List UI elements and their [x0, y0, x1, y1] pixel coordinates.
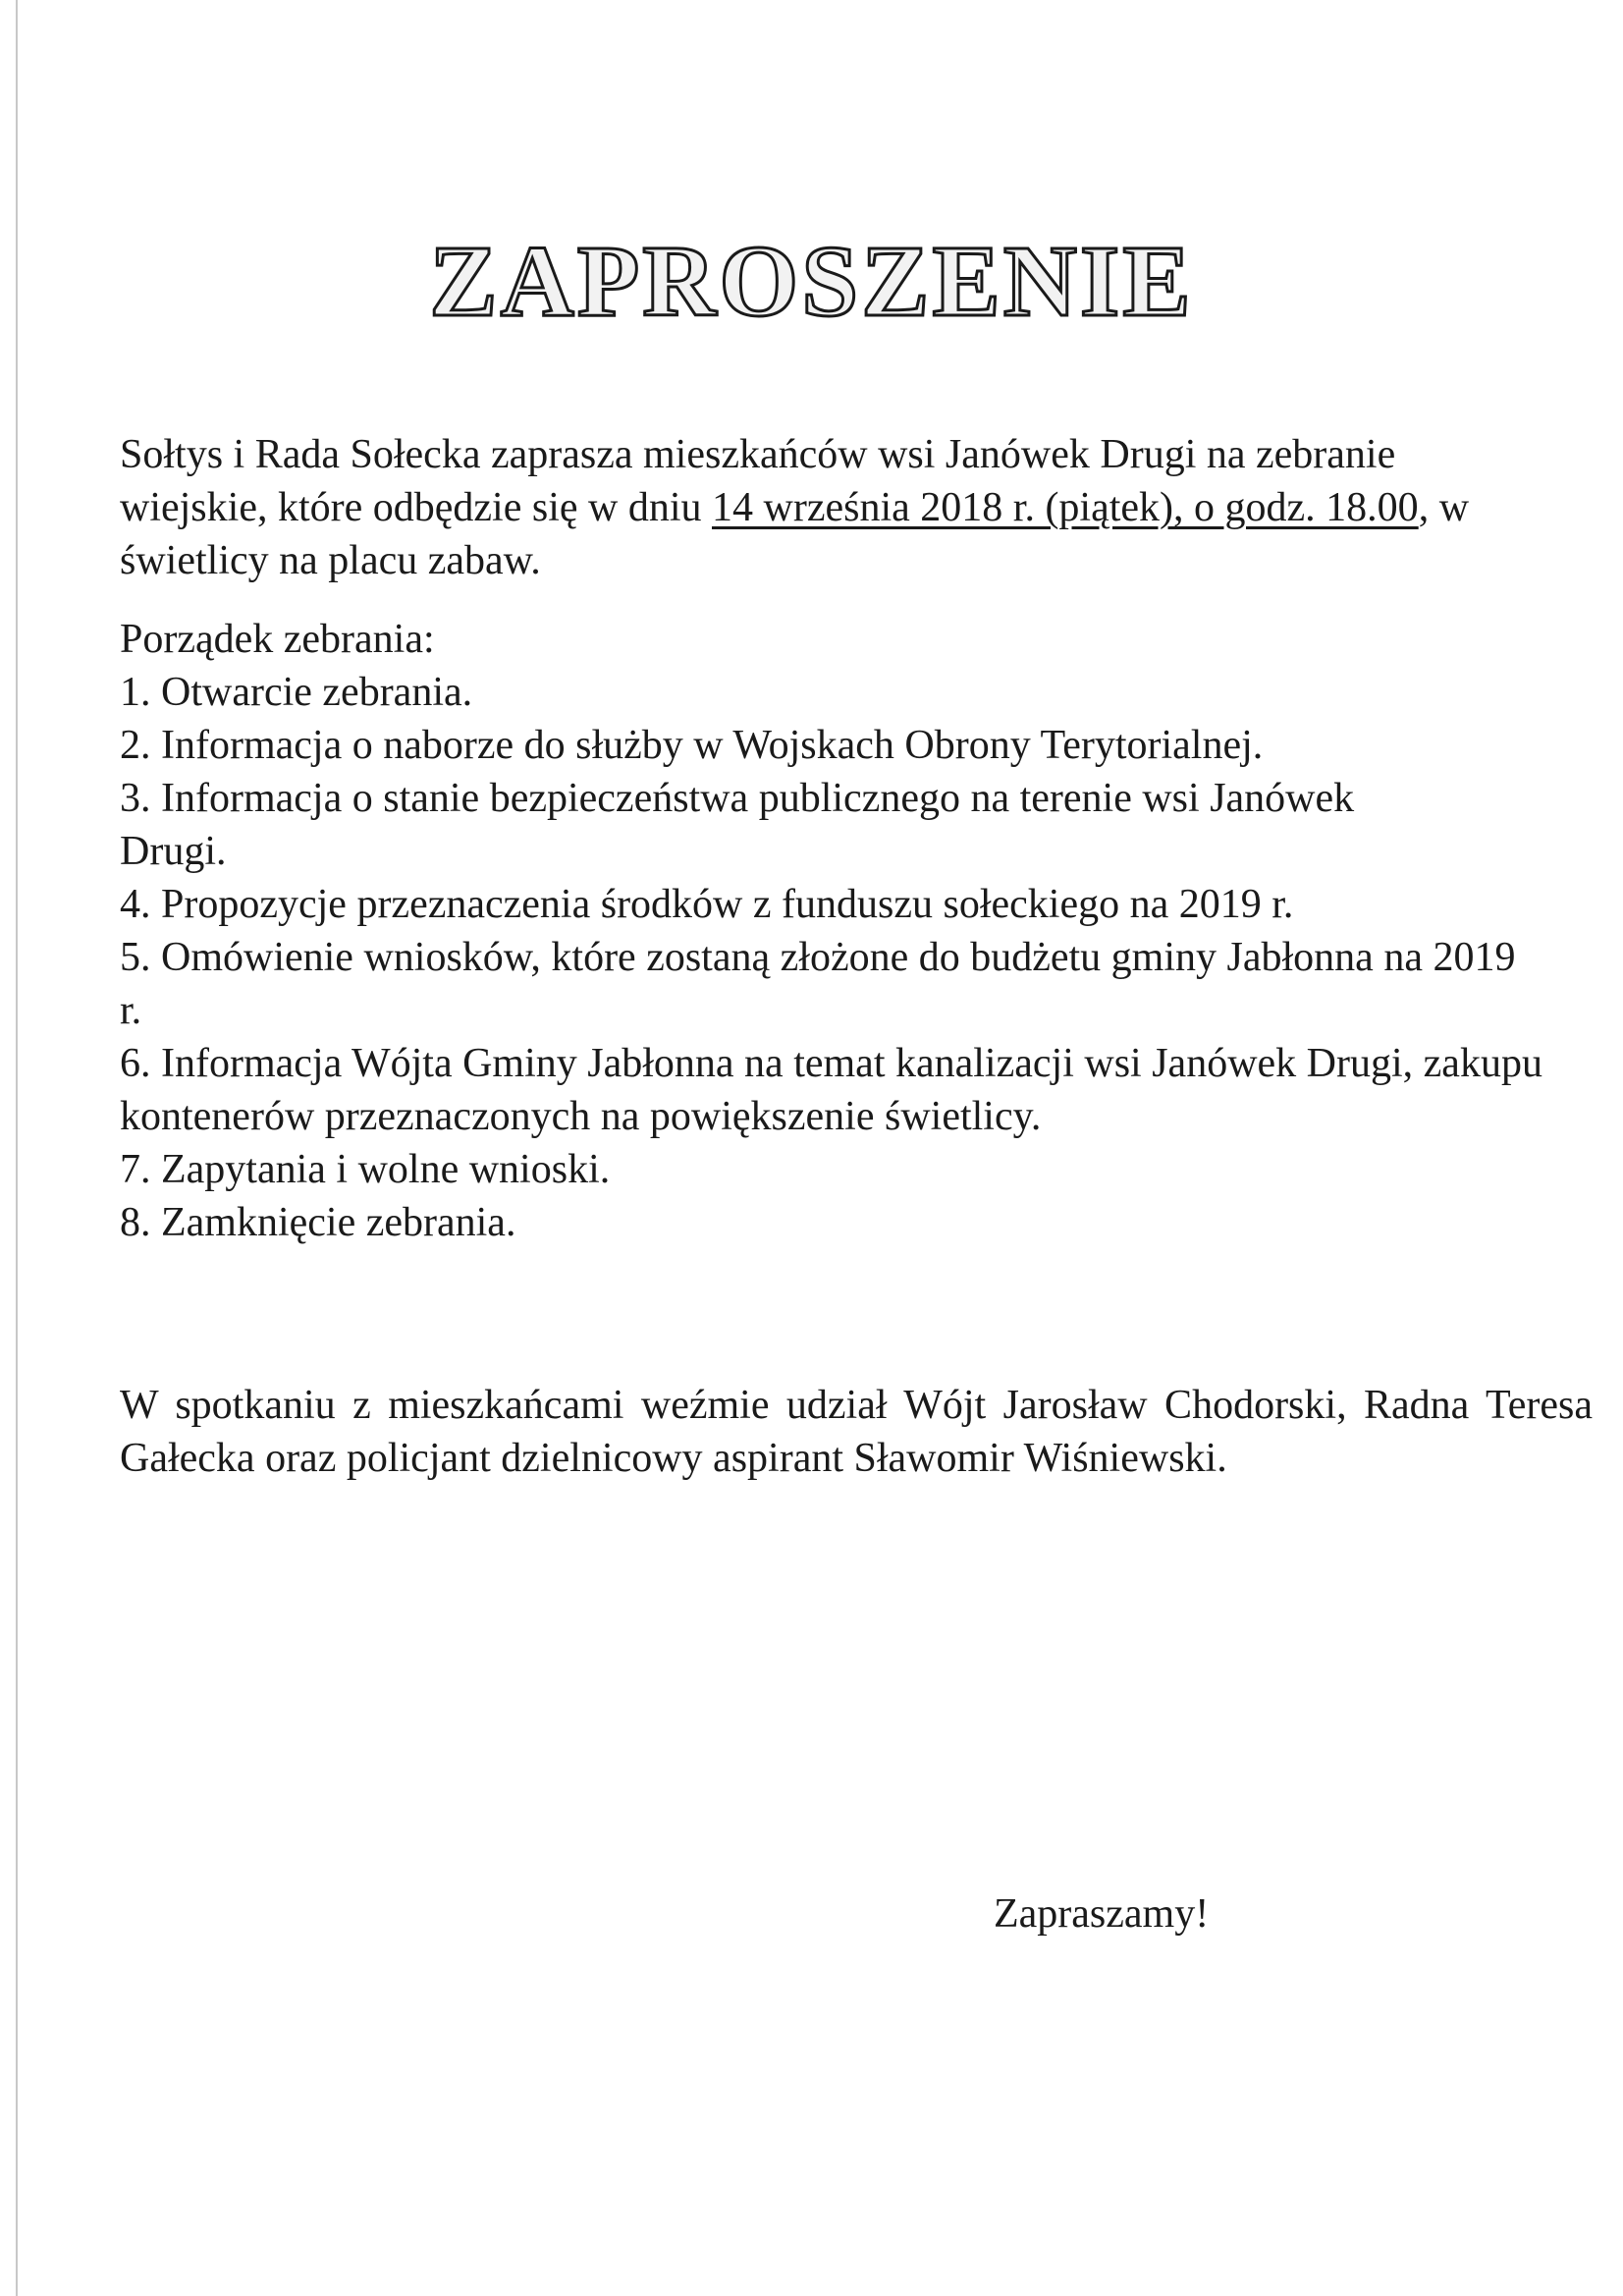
agenda-item: 3. Informacja o stanie bezpieczeństwa publicznego na terenie wsi Janówek Drugi.: [120, 776, 1355, 874]
agenda-item: 4. Propozycje przeznaczenia środków z funduszu sołeckiego na 2019 r.: [120, 882, 1294, 927]
intro-paragraph: [120, 428, 1553, 587]
agenda-item: 1. Otwarcie zebrania.: [120, 670, 473, 715]
document-title: ZAPROSZENIE: [429, 224, 1194, 338]
agenda-item: 8. Zamknięcie zebrania.: [120, 1200, 516, 1245]
guests-paragraph: W spotkaniu z mieszkańcami weźmie udział Wójt Jarosław Chodorski, Radna Teresa Gałecka oraz policjant dzielnicowy aspirant Sławomir Wiśniewski.: [120, 1383, 1593, 1481]
meeting-date: 14 września 2018 r. (piątek), o godz. 18.00: [712, 485, 1419, 530]
agenda-item: 2. Informacja o naborze do służby w Wojskach Obrony Terytorialnej.: [120, 723, 1264, 768]
agenda-item: 7. Zapytania i wolne wnioski.: [120, 1147, 611, 1192]
agenda-heading: Porządek zebrania:: [120, 617, 435, 662]
closing-text: Zapraszamy!: [994, 1891, 1210, 1937]
document-body: [120, 428, 1593, 1485]
agenda-item: 5. Omówienie wniosków, które zostaną złożone do budżetu gminy Jabłonna na 2019 r.: [120, 935, 1516, 1033]
intro-location: , w świetlicy na placu zabaw.: [120, 485, 1470, 583]
scan-edge-line: [16, 0, 18, 2296]
agenda-list: [120, 666, 1553, 1249]
agenda-item: 6. Informacja Wójta Gminy Jabłonna na temat kanalizacji wsi Janówek Drugi, zakupu kontenerów przeznaczonych na powiększenie świetlicy.: [120, 1041, 1542, 1139]
intro-text: Sołtys i Rada Sołecka zaprasza mieszkańców wsi Janówek Drugi na zebranie wiejskie, które odbędzie się w dniu: [120, 432, 1396, 530]
